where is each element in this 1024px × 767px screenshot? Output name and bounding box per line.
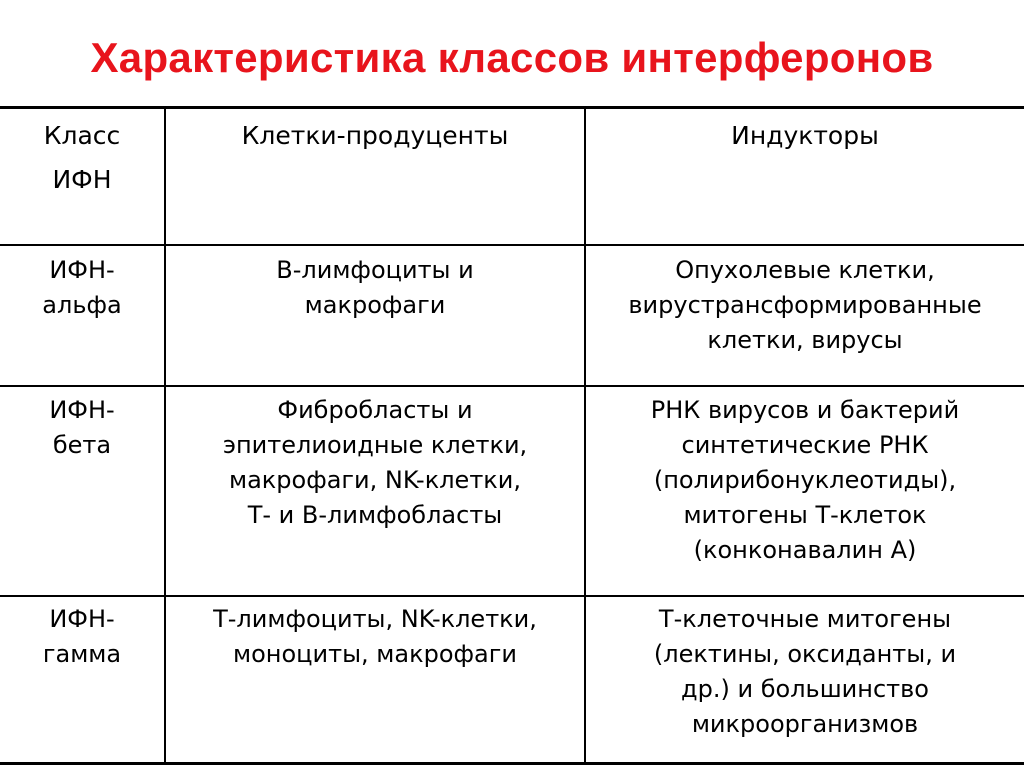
table-bottom-border <box>0 762 1024 765</box>
inducers-line: Опухолевые клетки, <box>675 256 935 284</box>
class-cell-beta <box>0 393 164 463</box>
row-divider <box>0 244 1024 246</box>
inducers-line: вирустрансформированные <box>628 291 982 319</box>
inducers-line: микроорганизмов <box>691 710 919 738</box>
producers-line: макрофаги <box>304 291 446 319</box>
class-cell-gamma <box>0 602 164 672</box>
producers-line: макрофаги, NK-клетки, <box>228 466 522 494</box>
producers-line: В-лимфоциты и <box>276 256 474 284</box>
header-class-line: Класс <box>43 121 121 150</box>
producers-cell-beta <box>166 393 584 533</box>
inducers-cell-alpha <box>586 253 1024 358</box>
header-inducers-line: Индукторы <box>731 121 879 150</box>
row-divider <box>0 385 1024 387</box>
class-line: ИФН- <box>49 396 115 424</box>
producers-cell-gamma <box>166 602 584 672</box>
producers-line: эпителиоидные клетки, <box>222 431 528 459</box>
class-line: альфа <box>42 291 122 319</box>
inducers-line: др.) и большинство <box>681 675 929 703</box>
class-line: гамма <box>42 640 122 668</box>
inducers-line: митогены Т-клеток <box>683 501 927 529</box>
header-inducers <box>586 114 1024 158</box>
producers-line: моноциты, макрофаги <box>233 640 517 668</box>
class-line: ИФН- <box>49 605 115 633</box>
producers-line: Т- и В-лимфобласты <box>247 501 503 529</box>
inducers-line: (конконавалин А) <box>693 536 917 564</box>
header-producers-line: Клетки-продуценты <box>241 121 509 150</box>
header-class <box>0 114 164 202</box>
class-line: бета <box>52 431 112 459</box>
inducers-cell-gamma <box>586 602 1024 742</box>
table-top-border <box>0 106 1024 109</box>
header-class-line: ИФН <box>52 165 112 194</box>
inducers-cell-beta <box>586 393 1024 568</box>
inducers-line: (лектины, оксиданты, и <box>653 640 957 668</box>
header-producers <box>166 114 584 158</box>
inducers-line: РНК вирусов и бактерий <box>650 396 960 424</box>
class-line: ИФН- <box>49 256 115 284</box>
producers-cell-alpha <box>166 253 584 323</box>
inducers-line: Т-клеточные митогены <box>658 605 952 633</box>
inducers-line: синтетические РНК <box>681 431 929 459</box>
producers-line: Т-лимфоциты, NK-клетки, <box>213 605 537 633</box>
producers-line: Фибробласты и <box>277 396 473 424</box>
inducers-line: (полирибонуклеотиды), <box>653 466 957 494</box>
class-cell-alpha <box>0 253 164 323</box>
row-divider <box>0 595 1024 597</box>
slide-title: Характеристика классов интерферонов <box>90 34 934 81</box>
inducers-line: клетки, вирусы <box>707 326 903 354</box>
